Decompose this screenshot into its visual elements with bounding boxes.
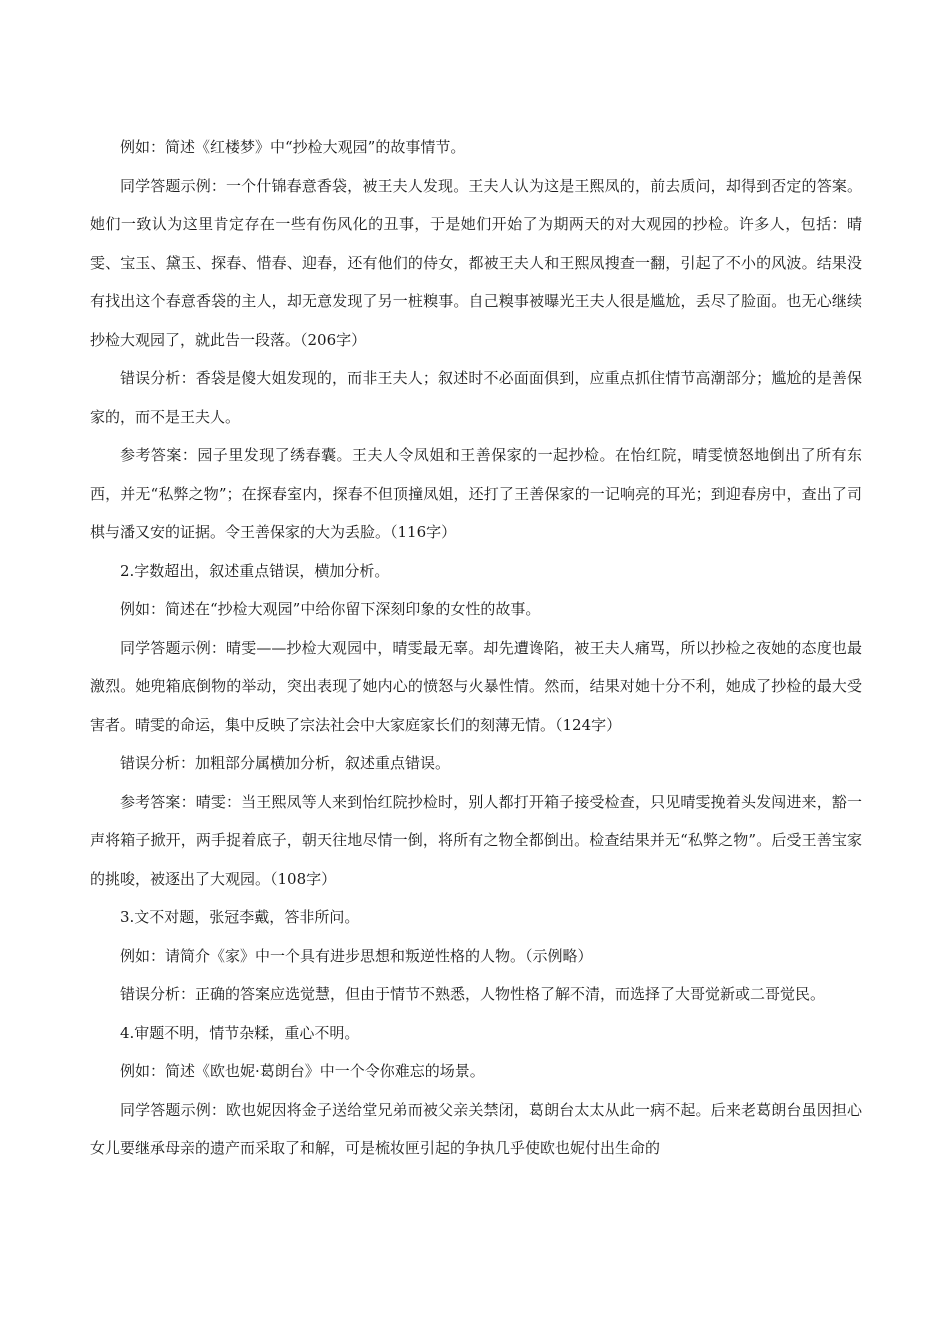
paragraph-error-analysis-1: 错误分析：香袋是傻大姐发现的，而非王夫人；叙述时不必面面俱到，应重点抓住情节高潮部分；尴尬的是善保家的，而不是王夫人。 bbox=[90, 369, 862, 426]
paragraph-heading-3: 3.文不对题，张冠李戴，答非所问。 bbox=[120, 908, 360, 926]
paragraph-heading-2: 2.字数超出，叙述重点错误，横加分析。 bbox=[120, 561, 390, 580]
paragraph-example-2: 例如：简述在“抄检大观园”中给你留下深刻印象的女性的故事。 bbox=[120, 600, 541, 618]
paragraph-heading-4: 4.审题不明，情节杂糅，重心不明。 bbox=[120, 1023, 360, 1042]
paragraph-reference-answer-2: 参考答案：晴雯：当王熙凤等人来到怡红院抄检时，别人都打开箱子接受检查，只见晴雯挽着头发闯进来，豁一声将箱子掀开，两手捉着底子，朝天往地尽情一倒，将所有之物全都倒出。检查结果并无“私弊之物”。后受王善宝家的挑唆，被逐出了大观园。（108字） bbox=[90, 792, 862, 888]
paragraph-example-4: 例如：简述《欧也妮·葛朗台》中一个令你难忘的场景。 bbox=[120, 1062, 485, 1080]
paragraph-error-analysis-3: 错误分析：正确的答案应选觉慧，但由于情节不熟悉，人物性格了解不清，而选择了大哥觉新或二哥觉民。 bbox=[120, 985, 826, 1003]
paragraph-reference-answer-1: 参考答案：园子里发现了绣春囊。王夫人令凤姐和王善保家的一起抄检。在怡红院，晴雯愤怒地倒出了所有东西，并无“私弊之物”；在探春室内，探春不但顶撞凤姐，还打了王善保家的一记响亮的耳光；到迎春房中，查出了司棋与潘又安的证据。令王善保家的大为丢脸。（116字） bbox=[90, 446, 862, 541]
paragraph-example-1: 例如：简述《红楼梦》中“抄检大观园”的故事情节。 bbox=[120, 138, 466, 156]
document-page bbox=[90, 128, 862, 1168]
paragraph-student-answer-1: 同学答题示例：一个什锦春意香袋，被王夫人发现。王夫人认为这是王熙凤的，前去质问，却得到否定的答案。她们一致认为这里肯定存在一些有伤风化的丑事，于是她们开始了为期两天的对大观园的抄检。许多人，包括：晴雯、宝玉、黛玉、探春、惜春、迎春，还有他们的侍女，都被王夫人和王熙凤搜查一翻，引起了不小的风波。结果没有找出这个春意香袋的主人，却无意发现了另一桩糗事。自己糗事被曝光王夫人很是尴尬，丢尽了脸面。也无心继续抄检大观园了，就此告一段落。（206字） bbox=[90, 176, 862, 349]
paragraph-student-answer-2: 同学答题示例：晴雯——抄检大观园中，晴雯最无辜。却先遭谗陷，被王夫人痛骂，所以抄检之夜她的态度也最激烈。她兜箱底倒物的举动，突出表现了她内心的愤怒与火暴性情。然而，结果对她十分不利，她成了抄检的最大受害者。晴雯的命运，集中反映了宗法社会中大家庭家长们的刻薄无情。（124字） bbox=[90, 638, 862, 734]
paragraph-error-analysis-2: 错误分析：加粗部分属横加分析，叙述重点错误。 bbox=[120, 754, 451, 772]
paragraph-student-answer-4: 同学答题示例：欧也妮因将金子送给堂兄弟而被父亲关禁闭，葛朗台太太从此一病不起。后来老葛朗台虽因担心女儿要继承母亲的遗产而采取了和解，可是梳妆匣引起的争执几乎使欧也妮付出生命的 bbox=[90, 1100, 862, 1157]
paragraph-example-3: 例如：请简介《家》中一个具有进步思想和叛逆性格的人物。（示例略） bbox=[120, 946, 593, 965]
